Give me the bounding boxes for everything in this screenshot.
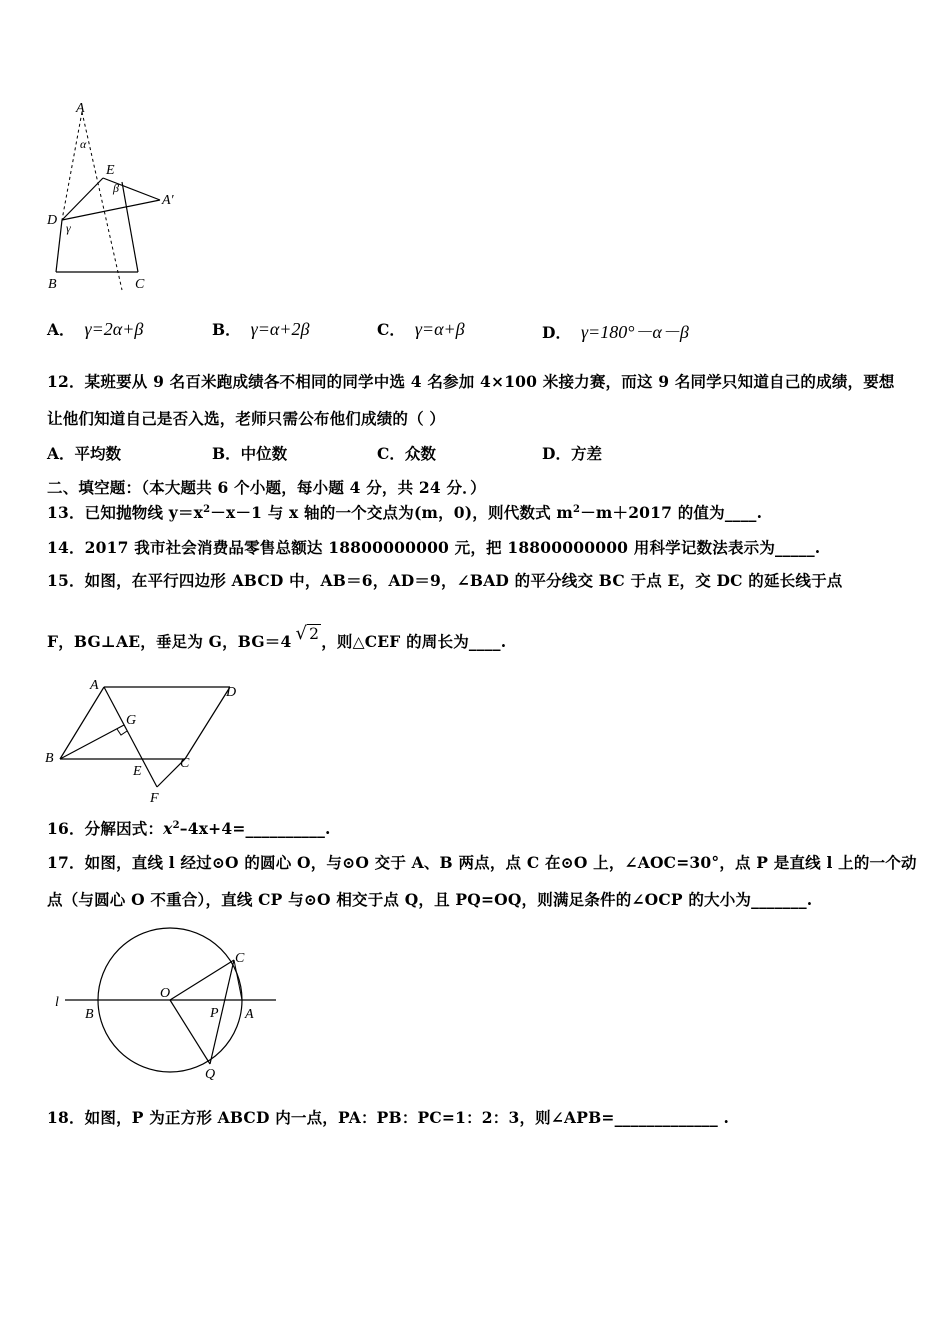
q17-line2: 点（与圆心 O 不重合），直线 CP 与⊙O 相交于点 Q，且 PQ=OQ，则满足条件的∠OCP 的大小为_______. xyxy=(47,890,813,909)
q11-label-C: C xyxy=(135,277,145,292)
q11-line-EC xyxy=(122,182,138,272)
q15-line-DC xyxy=(185,687,230,759)
q15-sqrt-value: 2 xyxy=(309,625,320,643)
option-formula: γ=180°－α－β xyxy=(580,322,689,342)
q13-text xyxy=(47,501,762,523)
q11-line-AD-dashed xyxy=(62,112,82,220)
q17-figure xyxy=(50,940,290,1090)
option-letter: A． xyxy=(47,320,75,339)
q11-label-E: E xyxy=(106,163,115,178)
q13-sup2: 2 xyxy=(573,503,581,515)
q17-line1: 17．如图，直线 l 经过⊙O 的圆心 O，与⊙O 交于 A、B 两点，点 C 在⊙O 上，∠AOC=30°，点 P 是直线 l 上的一个动 xyxy=(47,853,917,872)
q13-part1: 13．已知抛物线 y＝x xyxy=(47,503,204,522)
q13-part2: －x－1 与 x 轴的一个交点为(m，0)，则代数式 m xyxy=(210,503,574,522)
q15-label-A: A xyxy=(90,678,99,693)
option-letter: B． xyxy=(212,320,241,339)
q16-sup: 2 xyxy=(172,819,180,831)
q15-line2 xyxy=(47,623,507,652)
q11-option-a xyxy=(47,318,143,340)
q15-label-F: F xyxy=(150,791,159,806)
q11-option-c xyxy=(377,318,465,340)
q15-figure xyxy=(40,675,260,810)
q16-text xyxy=(47,817,331,839)
q16-expr-a: x xyxy=(163,819,173,838)
q11-label-D: D xyxy=(47,213,58,228)
q17-line-OC xyxy=(170,960,234,1000)
q11-label-A-prime: A′ xyxy=(162,193,174,208)
q17-label-Q: Q xyxy=(205,1067,216,1082)
q15-right-angle-mark xyxy=(117,729,127,735)
q12-line1: 12．某班要从 9 名百米跑成绩各不相同的同学中选 4 名参加 4×100 米接力赛，而这 9 名同学只知道自己的成绩，要想 xyxy=(47,372,895,391)
q11-label-A: A xyxy=(76,101,85,116)
q11-line-DA-prime xyxy=(62,200,160,220)
q17-label-l: l xyxy=(55,995,59,1010)
q16-expr-b: –4x+4=__________. xyxy=(179,819,331,838)
q11-line-AE-dashed xyxy=(82,112,122,290)
q12-option-b: B．中位数 xyxy=(212,444,288,463)
q15-line1: 15．如图，在平行四边形 ABCD 中，AB＝6，AD＝9，∠BAD 的平分线交 BC 于点 E，交 DC 的延长线于点 xyxy=(47,571,843,590)
q15-label-E: E xyxy=(133,764,142,779)
q11-label-beta: β xyxy=(113,181,119,195)
q12-option-d: D．方差 xyxy=(542,444,602,463)
q17-label-B: B xyxy=(85,1007,94,1022)
q11-figure xyxy=(40,100,190,300)
option-formula: γ=α+2β xyxy=(250,319,310,339)
q15-line2b: ，则△CEF 的周长为____. xyxy=(321,632,507,651)
q15-line-BG xyxy=(60,725,124,759)
sqrt-symbol: √ xyxy=(295,623,308,644)
q12-option-a: A．平均数 xyxy=(47,444,122,463)
q17-line-CA xyxy=(234,960,242,1000)
q17-line-OQ xyxy=(170,1000,210,1064)
q15-label-C: C xyxy=(180,756,190,771)
q15-label-B: B xyxy=(45,751,54,766)
option-letter: C． xyxy=(377,320,405,339)
q17-label-O: O xyxy=(160,986,171,1001)
option-formula: γ=2α+β xyxy=(84,319,144,339)
q15-label-D: D xyxy=(226,685,237,700)
option-formula: γ=α+β xyxy=(414,319,465,339)
q15-line-AB xyxy=(60,687,104,759)
section-heading: 二、填空题：（本大题共 6 个小题，每小题 4 分，共 24 分．） xyxy=(47,478,486,497)
q17-label-A: A xyxy=(245,1007,254,1022)
q11-option-d xyxy=(542,318,689,344)
q14-text: 14．2017 我市社会消费品零售总额达 18800000000 元，把 18800000000 用科学记数法表示为_____. xyxy=(47,538,821,557)
q15-line2a: F，BG⊥AE，垂足为 G，BG＝4 xyxy=(47,632,292,651)
q12-line2: 让他们知道自己是否入选，老师只需公布他们成绩的（ ） xyxy=(47,409,446,428)
q17-label-C: C xyxy=(235,951,245,966)
q15-label-G: G xyxy=(126,713,137,728)
q13-sup1: 2 xyxy=(203,503,211,515)
q11-line-EA-prime xyxy=(103,178,160,200)
q11-label-gamma: γ xyxy=(66,221,71,235)
q18-text: 18．如图，P 为正方形 ABCD 内一点，PA：PB：PC=1：2：3，则∠APB=_____________ . xyxy=(47,1108,730,1127)
q11-option-b xyxy=(212,318,309,340)
q12-option-c: C．众数 xyxy=(377,444,436,463)
q11-label-alpha: α xyxy=(80,137,87,151)
q16-prefix: 16．分解因式： xyxy=(47,819,164,838)
q17-label-P: P xyxy=(210,1006,219,1021)
option-letter: D． xyxy=(542,323,571,342)
q15-line-AF xyxy=(104,687,157,787)
q11-label-B: B xyxy=(48,277,57,292)
q13-part3: －m＋2017 的值为____. xyxy=(580,503,763,522)
